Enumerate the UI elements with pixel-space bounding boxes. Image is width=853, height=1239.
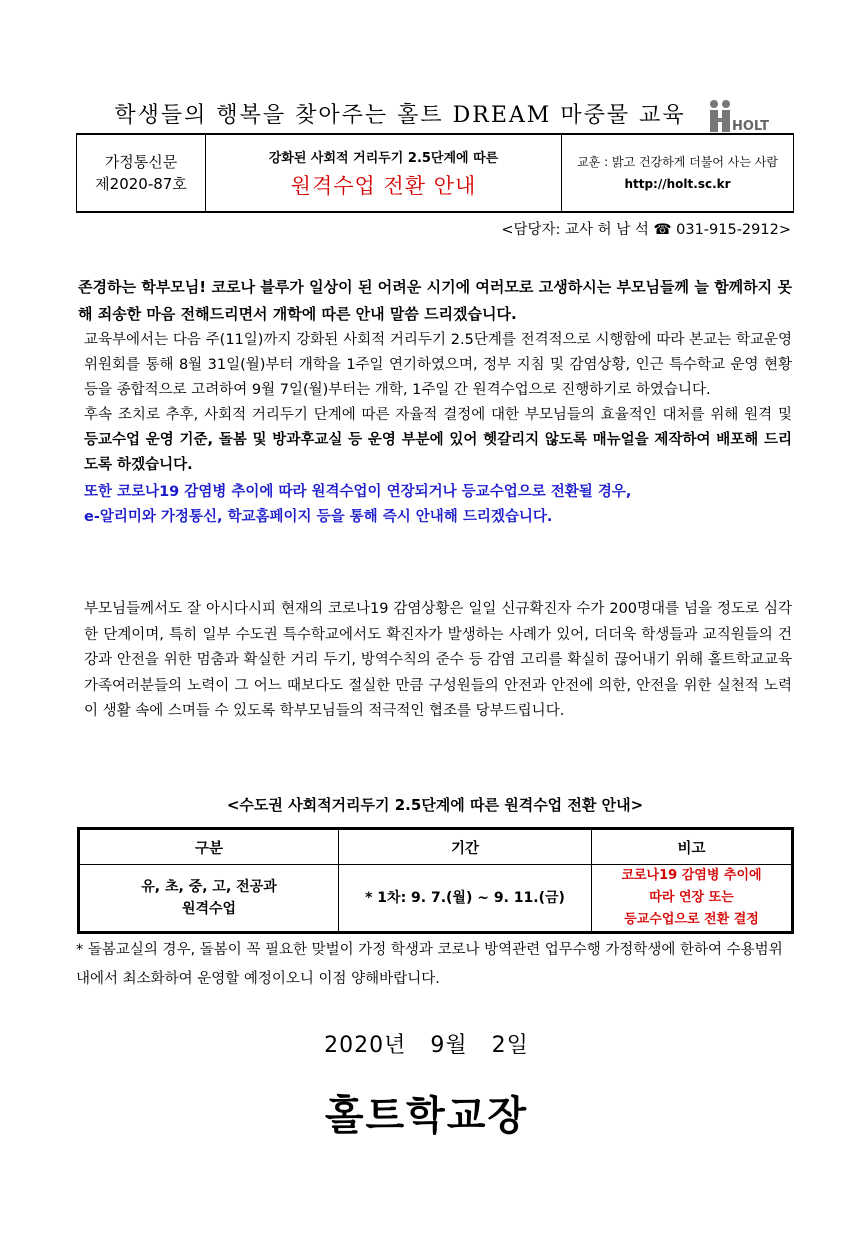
- note-line3: 등교수업으로 전환 결정: [624, 912, 759, 927]
- cell-period: * 1차: 9. 7.(월) ~ 9. 11.(금): [339, 865, 592, 933]
- letter-body: [78, 274, 792, 530]
- table-header-row: [79, 829, 793, 865]
- category-line1: 유, 초, 중, 고, 전공과: [141, 879, 277, 895]
- paragraph-3-line1: 또한 코로나19 감염병 추이에 따라 원격수업이 연장되거나 등교수업으로 전환될 경우,: [84, 484, 632, 500]
- note-line1: 코로나19 감염병 추이에: [621, 868, 762, 883]
- cell-category: [79, 865, 339, 933]
- document-subtitle: 강화된 사회적 거리두기 2.5단계에 따른: [268, 150, 499, 166]
- motto-cell: [562, 135, 794, 211]
- category-line2: 원격수업: [181, 901, 237, 917]
- paragraph-4: 부모님들께서도 잘 아시다시피 현재의 코로나19 감염상황은 일일 신규확진자 수가 200명대를 넘을 정도로 심각한 단계이며, 특히 일부 수도권 특수학교에서도 확진자가 발생하는 사례가 있어, 더더욱 학생들과 교직원들의 건강과 안전을 위한 멈춤과 확실한 거리 두기, 방역수칙의 준수 등 감염 고리를 확실히 끊어내기 위해 홀트학교교육가족여러분들의 노력이 그 어느 때보다도 절실한 만큼 구성원들의 안전과 안전에 의한, 안전을 위한 실천적 노력이 생활 속에 스며들 수 있도록 학부모님들의 적극적인 협조를 당부드립니다.: [84, 601, 792, 719]
- newsletter-number: 제2020-87호: [95, 175, 187, 193]
- letter-body-2: [78, 597, 792, 725]
- header-period: 기간: [339, 829, 592, 865]
- principal-signature: 홀트학교장: [324, 1093, 529, 1139]
- table-title: <수도권 사회적거리두기 2.5단계에 따른 원격수업 전환 안내>: [226, 796, 644, 814]
- document-date: 2020년 9월 2일: [324, 1033, 529, 1058]
- document-title: 원격수업 전환 안내: [290, 173, 477, 198]
- school-slogan: 학생들의 행복을 찾아주는 홀트 DREAM 마중물 교육: [114, 103, 686, 128]
- paragraph-3-line2: e-알리미와 가정통신, 학교홈페이지 등을 통해 즉시 안내해 드리겠습니다.: [84, 509, 553, 525]
- paragraph-2-bold: 등교수업 운영 기준, 돌봄 및 방과후교실 등 운영 부분에 있어 헷갈리지 않도록 매뉴얼을 제작하여 배포해 드리도록 하겠습니다.: [84, 432, 792, 473]
- footnote: * 돌봄교실의 경우, 돌봄이 꼭 필요한 맞벌이 가정 학생과 코로나 방역관련 업무수행 가정학생에 한하여 수용범위 내에서 최소화하여 운영할 예정이오니 이점 양해바랍니다.: [76, 942, 783, 987]
- newsletter-label: 가정통신문: [104, 153, 178, 171]
- table-row: [79, 865, 793, 933]
- note-line2: 따라 연장 또는: [649, 890, 734, 905]
- school-url: http://holt.sc.kr: [624, 177, 731, 191]
- greeting-paragraph: 존경하는 학부모님! 코로나 블루가 일상이 된 어려운 시기에 여러모로 고생하시는 부모님들께 늘 함께하지 못해 죄송한 마음 전해드리면서 개학에 따른 안내 말씀 드리겠습니다.: [78, 278, 792, 323]
- paragraph-1: 교육부에서는 다음 주(11일)까지 강화된 사회적 거리두기 2.5단계를 전격적으로 시행함에 따라 본교는 학교운영위원회를 통해 8월 31일(월)부터 개학을 1주일 연기하였으며, 정부 지침 및 감염상황, 인근 특수학교 운영 현황 등을 종합적으로 고려하여 9월 7일(월)부터는 개학, 1주일 간 원격수업으로 진행하기로 하였습니다.: [84, 332, 792, 398]
- header-note: 비고: [592, 829, 793, 865]
- paragraph-2-start: 후속 조치로 추후, 사회적 거리두기 단계에 따른 자율적 결정에 대한 부모님들의 효율적인 대처를 위해 원격 및: [84, 407, 792, 423]
- school-logo: [700, 96, 780, 136]
- logo-text: HOLT: [732, 119, 769, 134]
- paragraph-2: [78, 403, 792, 478]
- newsletter-header: [76, 133, 794, 213]
- contact-info: <담당자: 교사 허 남 석 ☎ 031-915-2912>: [501, 222, 791, 238]
- holt-logo-icon: [700, 96, 780, 136]
- header-category: 구분: [79, 829, 339, 865]
- cell-note: [592, 865, 793, 933]
- school-motto: 교훈 : 밝고 건강하게 더불어 사는 사람: [577, 155, 778, 169]
- title-cell: [206, 135, 562, 211]
- schedule-table: [77, 827, 794, 934]
- newsletter-id-cell: [76, 135, 206, 211]
